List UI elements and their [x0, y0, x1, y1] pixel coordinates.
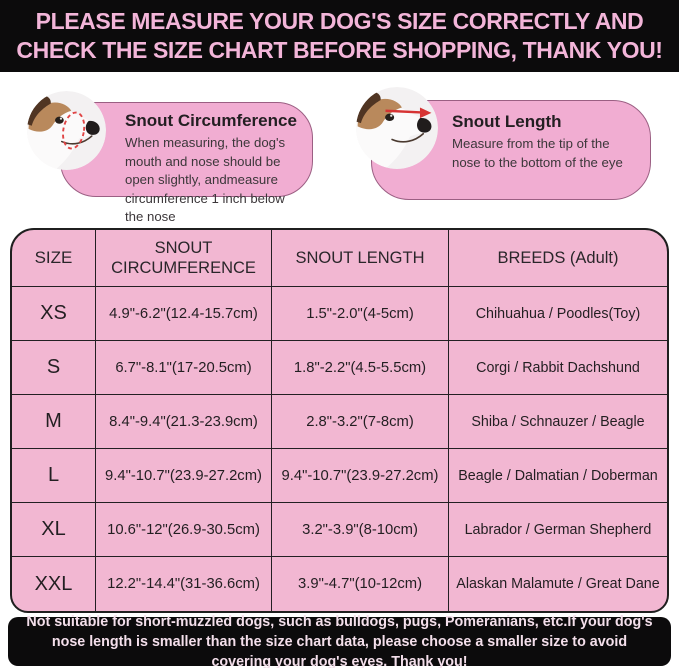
snout-length-title: Snout Length	[452, 112, 562, 131]
row-m-size: M	[12, 395, 96, 449]
dog-head-measure-circumference-icon	[27, 91, 106, 170]
row-m-snout-length: 2.8"-3.2"(7-8cm)	[272, 395, 449, 449]
dog-head-measure-length-icon	[356, 87, 438, 169]
row-xxl-size: XXL	[12, 557, 96, 611]
row-s-size: S	[12, 341, 96, 395]
row-xl-breeds: Labrador / German Shepherd	[449, 503, 667, 557]
size-chart-header-snout-circumference: SNOUT CIRCUMFERENCE	[96, 230, 272, 287]
row-l-breeds: Beagle / Dalmatian / Doberman	[449, 449, 667, 503]
size-chart-table	[10, 228, 669, 613]
footer-warning-text: Not suitable for short-muzzled dogs, such as bulldogs, pugs, Pomeranians, etc.If your dog's nose length is smaller than the size chart data, please choose a smaller size to avoid covering your dog's eyes. Thank you!	[26, 613, 653, 668]
banner-line-1: PLEASE MEASURE YOUR DOG'S SIZE CORRECTLY AND	[35, 8, 644, 34]
row-xs-snout-length: 1.5"-2.0"(4-5cm)	[272, 287, 449, 341]
snout-length-description: Measure from the tip of the nose to the bottom of the eye	[452, 136, 623, 170]
size-chart-header-size: SIZE	[12, 230, 96, 287]
row-s-breeds: Corgi / Rabbit Dachshund	[449, 341, 667, 395]
footer-warning	[8, 613, 671, 668]
row-l-snout-length: 9.4"-10.7"(23.9-27.2cm)	[272, 449, 449, 503]
row-xl-size: XL	[12, 503, 96, 557]
row-xs-size: XS	[12, 287, 96, 341]
row-xs-breeds: Chihuahua / Poodles(Toy)	[449, 287, 667, 341]
row-s-snout-circumference: 6.7"-8.1"(17-20.5cm)	[96, 341, 272, 395]
snout-circumference-description: When measuring, the dog's mouth and nose should be open slightly, andmeasure circumference 1 inch below the nose	[125, 135, 286, 224]
size-chart-header-snout-length: SNOUT LENGTH	[272, 230, 449, 287]
row-xxl-snout-circumference: 12.2"-14.4"(31-36.6cm)	[96, 557, 272, 611]
row-xxl-breeds: Alaskan Malamute / Great Dane	[456, 576, 660, 592]
dog-snout-circumference-photo	[27, 91, 106, 170]
snout-circumference-title: Snout Circumference	[125, 111, 297, 130]
row-l-size: L	[12, 449, 96, 503]
dog-snout-length-photo	[356, 87, 438, 169]
row-xl-snout-circumference: 10.6"-12"(26.9-30.5cm)	[96, 503, 272, 557]
row-l-snout-circumference: 9.4"-10.7"(23.9-27.2cm)	[96, 449, 272, 503]
row-m-snout-circumference: 8.4"-9.4"(21.3-23.9cm)	[96, 395, 272, 449]
warning-banner	[0, 0, 679, 72]
row-s-snout-length: 1.8"-2.2"(4.5-5.5cm)	[272, 341, 449, 395]
row-m-breeds: Shiba / Schnauzer / Beagle	[449, 395, 667, 449]
banner-line-2: CHECK THE SIZE CHART BEFORE SHOPPING, THANK YOU!	[16, 37, 663, 63]
row-xxl-snout-length: 3.9"-4.7"(10-12cm)	[272, 557, 449, 611]
row-xs-snout-circumference: 4.9"-6.2"(12.4-15.7cm)	[96, 287, 272, 341]
row-xl-snout-length: 3.2"-3.9"(8-10cm)	[272, 503, 449, 557]
size-chart-header-breeds: BREEDS (Adult)	[449, 230, 667, 287]
